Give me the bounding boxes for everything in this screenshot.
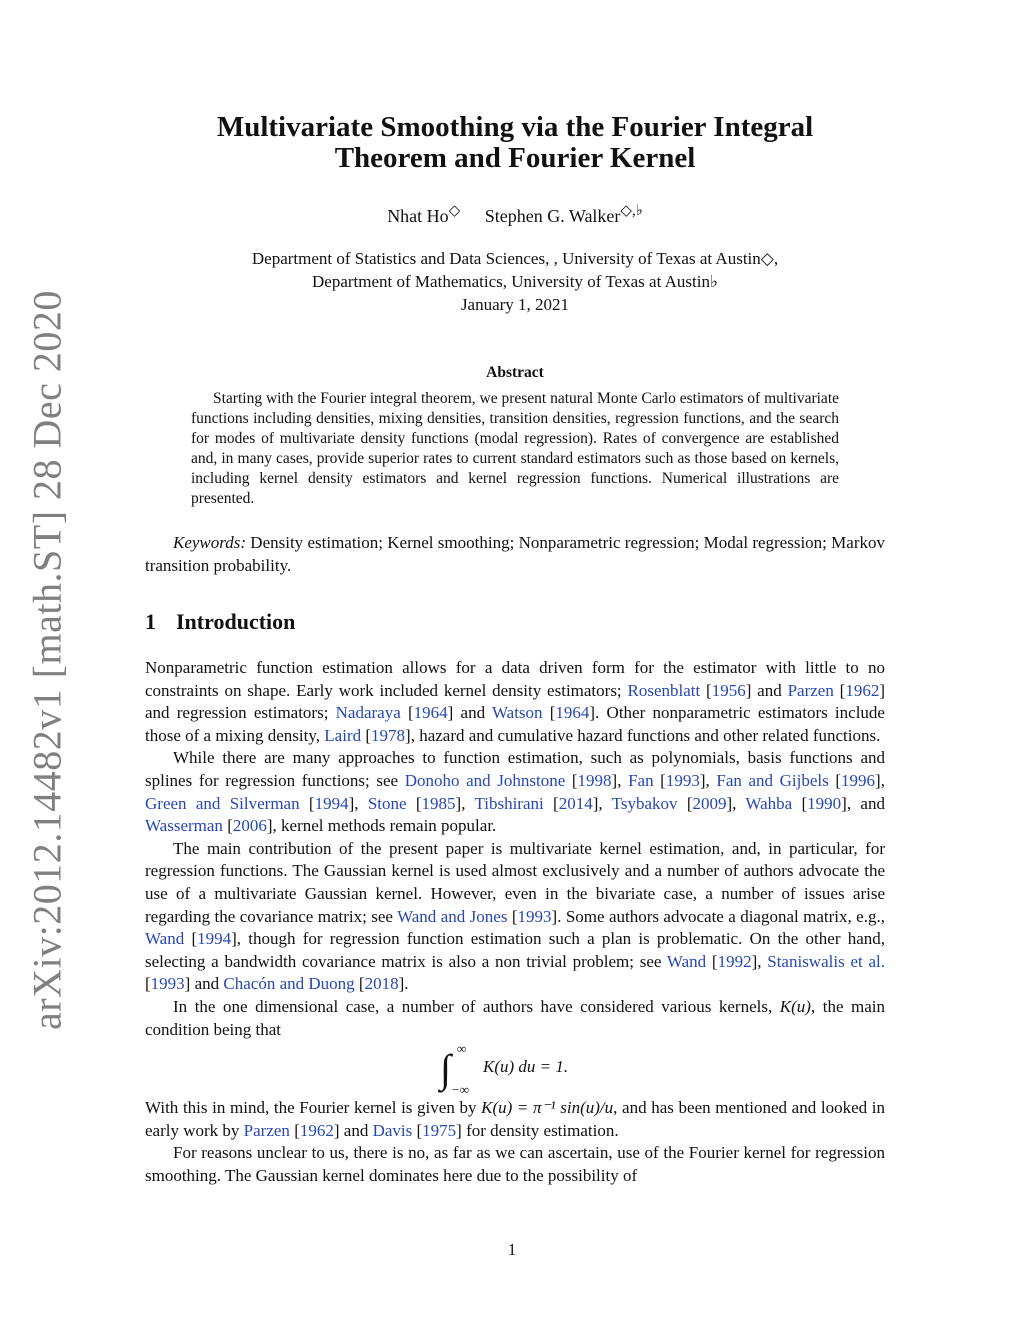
arxiv-identifier: arXiv:2012.14482v1 [math.ST] 28 Dec 2020 bbox=[24, 290, 70, 1030]
cite-green-silverman[interactable]: Green and Silverman bbox=[145, 793, 300, 813]
p3-text: and bbox=[190, 974, 224, 994]
author-1-mark: ◇ bbox=[448, 203, 461, 219]
paragraph-1: Nonparametric function estimation allows for a data driven form for the estimator with little to no constraints on shape. Early work included kernel density estimators; Rosenblatt [1956] and Parzen [1962] and regression estimators; Nadaraya [1964] and Watson [1964]. Other nonparametric estimators include those of a mixing density, Laird [1978], hazard and cumulative hazard functions and other related functions. bbox=[145, 658, 885, 745]
p1-text: and bbox=[453, 703, 492, 723]
cite-tsybakov[interactable]: Tsybakov bbox=[611, 793, 678, 813]
cite-wasserman[interactable]: Wasserman bbox=[145, 816, 223, 836]
cite-fan-year[interactable]: 1993 bbox=[665, 770, 700, 790]
cite-parzen-year[interactable]: 1962 bbox=[845, 680, 880, 700]
cite-wand-jones[interactable]: Wand and Jones bbox=[397, 906, 508, 926]
author-2-mark: ◇,♭ bbox=[620, 203, 643, 219]
p5-text: With this in mind, the Fourier kernel is given by bbox=[145, 1098, 482, 1118]
cite-tsybakov-year[interactable]: 2009 bbox=[692, 793, 727, 813]
p1-text: . Other nonparametric estimators include those of a mixing density, bbox=[145, 703, 885, 745]
p1-text: , hazard and cumulative hazard functions and other related functions. bbox=[410, 725, 881, 745]
author-1 bbox=[387, 203, 461, 226]
section-heading bbox=[145, 609, 885, 635]
abstract-text: Starting with the Fourier integral theorem, we present natural Monte Carlo estimators of multivariate functions including densities, mixing densities, transition densities, regression functions, and the search for modes of multivariate density functions (modal regression). Rates of convergence are established and, in many cases, provide superior rates to current standard estimators such as those based on kernels, including kernel density estimators and kernel regression functions. Numerical illustrations are presented. bbox=[191, 390, 839, 507]
p3-text: . Some authors advocate a diagonal matrix, e.g., bbox=[557, 906, 885, 926]
section-number: 1 bbox=[145, 609, 156, 634]
p2-text: , kernel methods remain popular. bbox=[272, 816, 497, 836]
paragraph-4 bbox=[145, 996, 885, 1041]
cite-wand-1992[interactable]: Wand bbox=[666, 951, 707, 971]
cite-nadaraya-year[interactable]: 1964 bbox=[413, 703, 448, 723]
paper-page bbox=[145, 112, 885, 1187]
keywords bbox=[145, 531, 885, 577]
kernel-equation bbox=[145, 1041, 885, 1097]
affiliations bbox=[145, 247, 885, 316]
integral-lower-limit: −∞ bbox=[451, 1082, 470, 1098]
cite-fan-gijbels-year[interactable]: 1996 bbox=[841, 770, 876, 790]
page-number: 1 bbox=[507, 1240, 517, 1259]
keywords-text: Density estimation; Kernel smoothing; Nonparametric regression; Modal regression; Markov transition probability. bbox=[145, 533, 885, 575]
cite-davis-year[interactable]: 1975 bbox=[422, 1120, 457, 1140]
author-list bbox=[145, 201, 885, 227]
p4-text: In the one dimensional case, a number of authors have considered various kernels, bbox=[173, 996, 780, 1016]
p6-text: For reasons unclear to us, there is no, as far as we can ascertain, use of the Fourier kernel for regression smoothing. The Gaussian kernel dominates here due to the possibility of bbox=[145, 1143, 885, 1185]
cite-donoho-johnstone-year[interactable]: 1998 bbox=[577, 770, 612, 790]
cite-laird-year[interactable]: 1978 bbox=[371, 725, 406, 745]
cite-wahba-year[interactable]: 1990 bbox=[807, 793, 842, 813]
paper-title bbox=[145, 112, 885, 174]
title-line-1: Multivariate Smoothing via the Fourier Integral bbox=[216, 111, 814, 143]
paragraph-5: With this in mind, the Fourier kernel is given by K(u) = π⁻¹ sin(u)/u, and has been mentioned and looked in early work by Parzen [1962] and Davis [1975] for density estimation. bbox=[145, 1098, 885, 1140]
cite-watson-year[interactable]: 1964 bbox=[555, 703, 590, 723]
p5-text: , and has been mentioned and looked in early work by bbox=[145, 1098, 885, 1140]
paper-date: January 1, 2021 bbox=[460, 295, 570, 314]
p3-text: , though for regression function estimation such a plan is problematic. On the other hand, selecting a bandwidth covariance matrix is also a non trivial problem; see bbox=[145, 929, 885, 971]
affiliation-1: Department of Statistics and Data Sciences, , University of Texas at Austin◇, bbox=[251, 249, 779, 268]
cite-tibshirani[interactable]: Tibshirani bbox=[474, 793, 544, 813]
cite-chacon-duong-year[interactable]: 2018 bbox=[364, 974, 399, 994]
cite-watson[interactable]: Watson bbox=[491, 703, 543, 723]
cite-wand-1994-year[interactable]: 1994 bbox=[197, 929, 232, 949]
paragraph-6 bbox=[145, 1142, 885, 1187]
cite-wahba[interactable]: Wahba bbox=[745, 793, 793, 813]
section-title: Introduction bbox=[176, 609, 296, 634]
cite-green-silverman-year[interactable]: 1994 bbox=[314, 793, 349, 813]
abstract-heading: Abstract bbox=[486, 364, 544, 381]
math-fourier-kernel: K(u) = π⁻¹ sin(u)/u bbox=[481, 1098, 614, 1118]
author-2-name: Stephen G. Walker bbox=[484, 206, 621, 226]
cite-wasserman-year[interactable]: 2006 bbox=[232, 816, 267, 836]
cite-fan-gijbels[interactable]: Fan and Gijbels bbox=[716, 770, 829, 790]
p5-text: and bbox=[339, 1120, 373, 1140]
p3-text: The main contribution of the present paper is multivariate kernel estimation, and, in particular, for regression functions. The Gaussian kernel is used almost exclusively and a number of authors advocate the use of a multivariate Gaussian kernel. However, even in the bivariate case, a number of issues arise regarding the covariance matrix; see bbox=[145, 838, 885, 926]
cite-wand-jones-year[interactable]: 1993 bbox=[517, 906, 552, 926]
affiliation-2: Department of Mathematics, University of Texas at Austin♭ bbox=[312, 272, 718, 291]
p1-text: Nonparametric function estimation allows for a data driven form for the estimator with little to no constraints on shape. Early work included kernel density estimators; bbox=[145, 658, 885, 700]
cite-parzen-2-year[interactable]: 1962 bbox=[299, 1120, 334, 1140]
keywords-label: Keywords: bbox=[173, 533, 247, 552]
integral-body: K(u) du = 1. bbox=[483, 1057, 569, 1077]
cite-nadaraya[interactable]: Nadaraya bbox=[335, 703, 401, 723]
p5-text: for density estimation. bbox=[461, 1120, 619, 1140]
p4-text: , the main condition being that bbox=[145, 996, 886, 1039]
cite-fan[interactable]: Fan bbox=[628, 770, 654, 790]
cite-parzen[interactable]: Parzen bbox=[787, 680, 834, 700]
author-1-name: Nhat Ho bbox=[387, 206, 449, 226]
cite-stone-year[interactable]: 1985 bbox=[421, 793, 456, 813]
author-2 bbox=[484, 203, 643, 226]
p2-text: , and bbox=[846, 793, 885, 813]
arxiv-sidebar bbox=[22, 290, 72, 1030]
cite-stone[interactable]: Stone bbox=[367, 793, 407, 813]
cite-laird[interactable]: Laird bbox=[324, 725, 362, 745]
math-k-u: K(u) bbox=[779, 996, 811, 1016]
paragraph-3: The main contribution of the present paper is multivariate kernel estimation, and, in particular, for regression functions. The Gaussian kernel is used almost exclusively and a number of authors advocate the use of a multivariate Gaussian kernel. However, even in the bivariate case, a number of issues arise regarding the covariance matrix; see Wand and Jones [1993]. Some authors advocate a diagonal matrix, e.g., Wand [1994], though for regression function estimation such a plan is problematic. On the other hand, selecting a bandwidth covariance matrix is also a non trivial problem; see Wand [1992], Staniswalis et al. [1993] and Chacón and Duong [2018]. bbox=[145, 838, 885, 994]
cite-wand-1994[interactable]: Wand bbox=[145, 929, 185, 949]
cite-tibshirani-year[interactable]: 2014 bbox=[558, 793, 593, 813]
integral-sign: ∫ bbox=[440, 1046, 451, 1092]
cite-wand-1992-year[interactable]: 1992 bbox=[717, 951, 752, 971]
cite-donoho-johnstone[interactable]: Donoho and Johnstone bbox=[404, 770, 566, 790]
cite-staniswalis[interactable]: Staniswalis et al. bbox=[767, 951, 885, 971]
paragraph-2: While there are many approaches to function estimation, such as polynomials, basis functions and splines for regression functions; see Donoho and Johnstone [1998], Fan [1993], Fan and Gijbels [1996], Green and Silverman [1994], Stone [1985], Tibshirani [2014], Tsybakov [2009], Wahba [1990], and Wasserman [2006], kernel methods remain popular. bbox=[145, 748, 885, 836]
p2-text: While there are many approaches to function estimation, such as polynomials, basis functions and splines for regression functions; see bbox=[145, 748, 885, 790]
p1-text: and regression estimators; bbox=[145, 703, 336, 723]
cite-rosenblatt-year[interactable]: 1956 bbox=[711, 680, 746, 700]
cite-rosenblatt[interactable]: Rosenblatt bbox=[627, 680, 701, 700]
cite-parzen-2[interactable]: Parzen bbox=[243, 1120, 290, 1140]
cite-staniswalis-year[interactable]: 1993 bbox=[150, 974, 185, 994]
cite-davis[interactable]: Davis bbox=[372, 1120, 413, 1140]
p3-text: . bbox=[404, 974, 409, 994]
p1-text: and bbox=[751, 680, 788, 700]
title-line-2: Theorem and Fourier Kernel bbox=[334, 142, 696, 174]
cite-chacon-duong[interactable]: Chacón and Duong bbox=[223, 974, 355, 994]
integral-upper-limit: ∞ bbox=[457, 1041, 467, 1057]
